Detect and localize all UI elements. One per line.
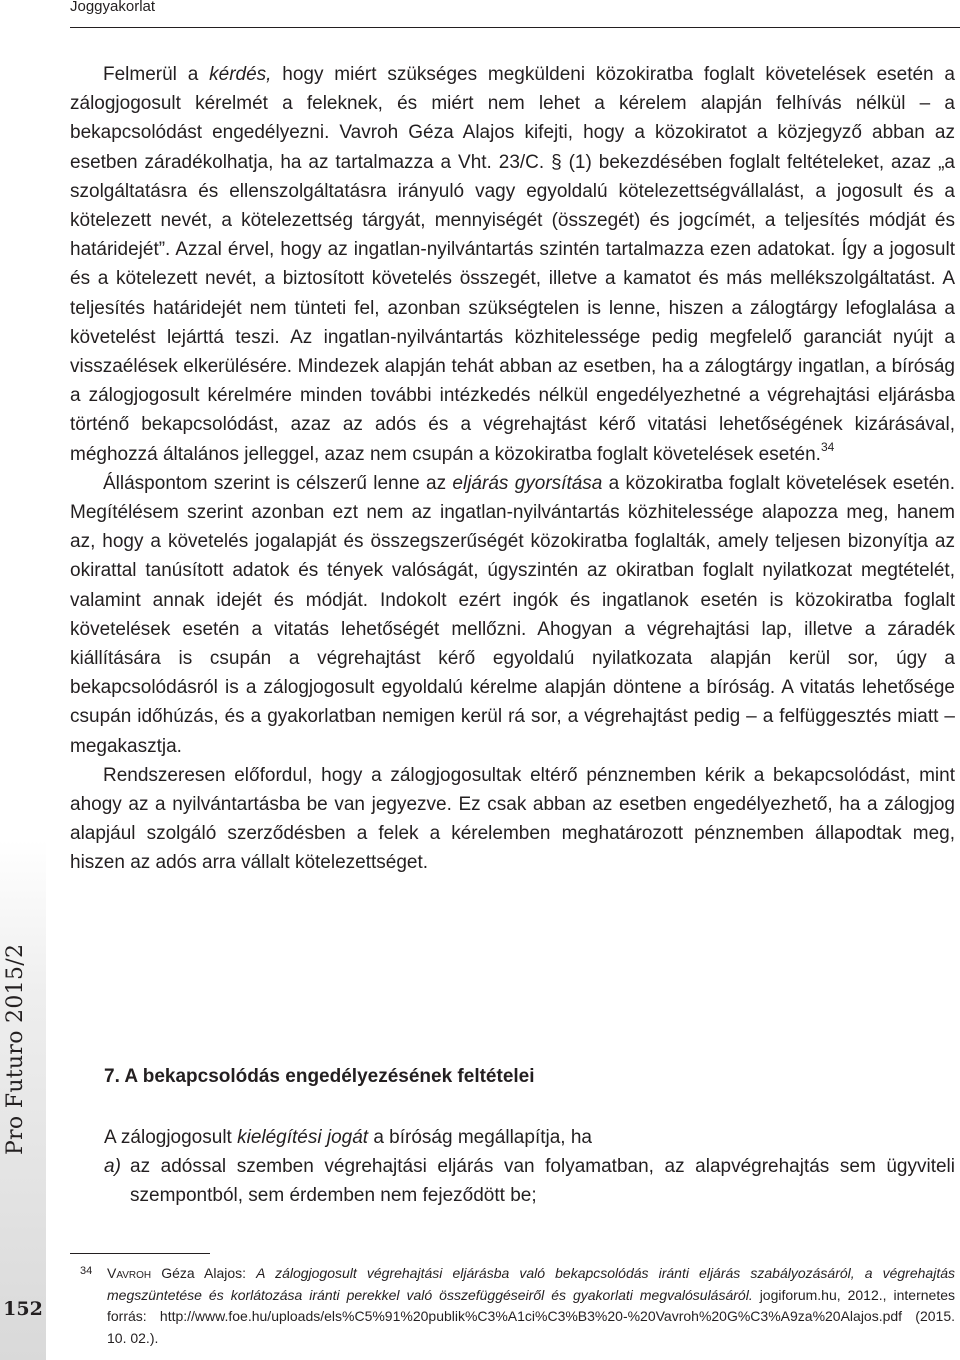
paragraph-3: Rendszeresen előfordul, hogy a zálogjogosultak eltérő pénznemben kérik a bekapcsolódást, mint ahogy az a nyilvántartásba be van jegyezve. Ez csak abban az esetben engedélyezhető, ha a zálogjog alapjául szolgáló szerződésben a felek a kérelemben meghatározott pénznemben állapodtak meg, hiszen az adós arra vállalt kötelezettséget. [70, 764, 955, 874]
section-text [104, 1123, 955, 1211]
section-intro [104, 1123, 955, 1152]
footnote-ref[interactable]: 34 [820, 440, 835, 455]
text-run: a bíróság megállapítja, ha [368, 1127, 592, 1148]
footnote-source[interactable]: jogiforum.hu, 2012., internetes forrás: http://www.foe.hu/uploads/els%C5%91%20publik%C3%A1ci%C3%B3%20-%20Vavroh%20G%C3%A9za%20Alajos.pdf (2015. 10. 02.). [107, 1286, 956, 1346]
running-header: Joggyakorlat [70, 0, 156, 15]
footnote-author: Vavroh [107, 1265, 152, 1281]
footnote-title: A zálogjogosult végrehajtási eljárásba való bekapcsolódás iránti eljárás szabályozásáról, a végrehajtás megszüntetése és korlátozása iránti perekkel való összefüggéseiről és gyakorlati megvalósulásáról. [107, 1265, 955, 1303]
section-heading: 7. A bekapcsolódás engedélyezésének feltételei [104, 1066, 535, 1087]
italic-run: kielégítési jogát [237, 1127, 369, 1148]
header-divider [70, 27, 960, 28]
paragraph-2 [70, 469, 955, 761]
list-item [104, 1152, 955, 1210]
footnote-body [70, 1263, 955, 1349]
footnote-number: 34 [80, 1265, 93, 1277]
main-text [70, 60, 955, 878]
footnote [70, 1263, 955, 1349]
text-run: a közokiratba foglalt követelések esetén. Megítélésem szerint azonban ezt nem az ingatlan-nyilvántartás közhitelessége alapozza meg, hanem az, hogy a követelés jogalapját és összegszerűségét közokiratba foglalták, amely teljesen bizonyítja az okirattal tanúsított adatok és tények valóságát, úgyszintén az okiratban foglalt nyilatkozat megtételét, valamint annak idejét és módját. Indokolt ezért ingók és ingatlanok esetén is közokiratba foglalt követelések esetén a vitatás lehetőségét mellőzni. Ahogyan a végrehajtási lap, illetve a záradék kiállítására is csupán a végrehajtást kérő egyoldalú nyilatkozata alapján kerül sor, úgy a bekapcsolódásról is a zálogjogosult egyoldalú kérelme alapján döntene a bíróság. A vitatás lehetősége csupán időhúzás, és a gyakorlatban nemigen kerül rá sor, a végrehajtást pedig – a felfüggesztés miatt – megakasztja. [70, 472, 956, 757]
italic-run: kérdés, [209, 64, 272, 85]
italic-run: eljárás gyorsítása [452, 472, 603, 494]
text-run: hogy miért szükséges megküldeni közokiratba foglalt követelések esetén a zálogjogosult kérelmét a feleknek, és miért nem lehet a kérelem alapján felhívás nélkül – a bekapcsolódást engedélyezni. Vavroh Géza Alajos kifejti, hogy a közokiratot a közjegyző abban az esetben záradékolhatja, ha az tartalmazza a Vht. 23/C. § (1) bekezdésében foglalt feltételeket, azaz „a szolgáltatásra és ellenszolgáltatásra irányuló vagy egyoldalú kötelezettségvállalást, a jogosult és a kötelezett nevét, a kötelezettség tárgyát, mennyiségét (összegét) és jogcímét, a teljesítés módját és határidejét”. Azzal érvel, hogy az ingatlan-nyilvántartás szintén tartalmazza ezen adatokat. Így a jogosult és a kötelezett nevét, a biztosított követelés összegét, illetve a kamatot és más mellékszolgáltatást. A teljesítés határidejét nem tünteti fel, azonban szükségtelen is lenne, hiszen a zálogtárgy lefoglalása a követelést lejárttá teszi. Az ingatlan-nyilvántartás közhitelessége pedig megfelelő garanciát nyújt a visszaélések elkerülésére. Mindezek alapján tehát abban az esetben, ha a zálogtárgy ingatlan, a bíróság a zálogjogosult kérelmére minden további intézkedés nélkül engedélyezhetné a végrehajtási eljárásba történő bekapcsolódást, azaz az adós és a végrehajtást kérő vitatási lehetőségének kizárásával, méghozzá általános jelleggel, azaz nem csupán a közokiratba foglalt követelések esetén. [70, 64, 956, 465]
text-run: Álláspontom szerint is célszerű lenne az [103, 472, 453, 494]
text-run: Felmerül a [103, 64, 210, 85]
page-number: 152 [3, 1298, 43, 1320]
paragraph-1 [70, 60, 955, 469]
journal-title: Pro Futuro 2015/2 [3, 943, 28, 1155]
list-item-text: az adóssal szemben végrehajtási eljárás van folyamatban, az alapvégrehajtás sem ügyviteli szempontból, sem érdemben nem fejeződött be; [130, 1156, 955, 1207]
text-run: A zálogjogosult [104, 1127, 238, 1148]
text-run: Géza Alajos: [151, 1265, 257, 1281]
footnote-divider [70, 1253, 210, 1254]
list-marker: a) [104, 1156, 121, 1178]
